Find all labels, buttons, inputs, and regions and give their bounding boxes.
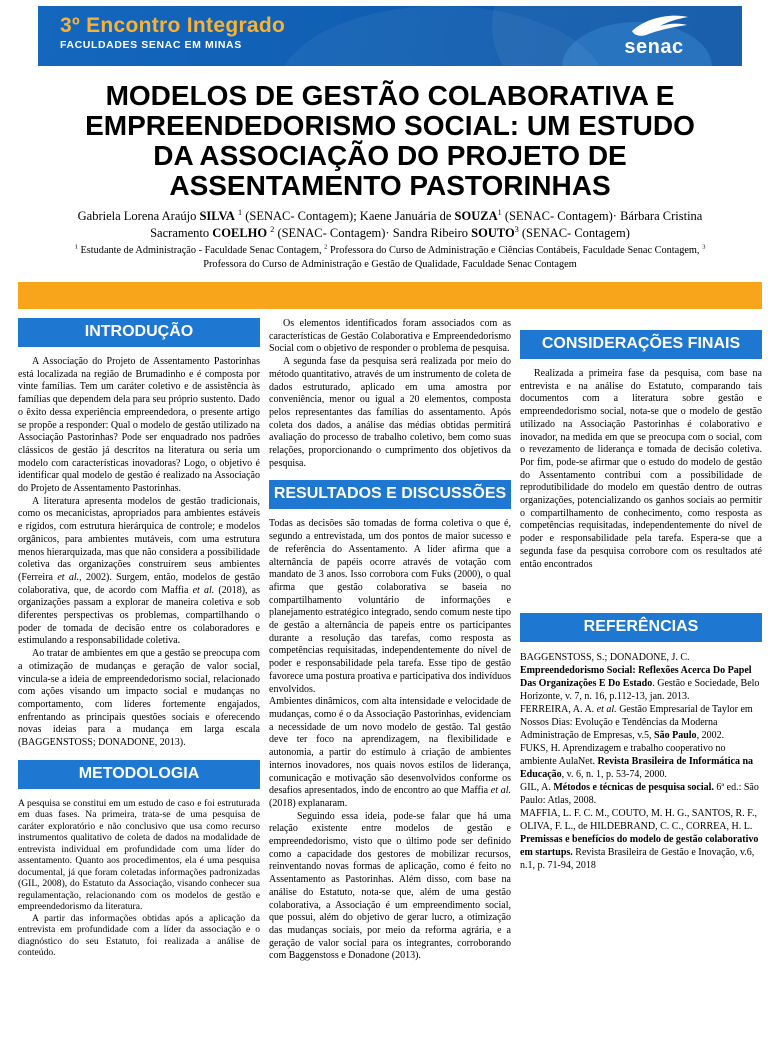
poster-title-line-2: EMPREENDEDORISMO SOCIAL: UM ESTUDO — [85, 110, 695, 141]
column-left — [18, 318, 260, 980]
event-subtitle: FACULDADES SENAC EM MINAS — [60, 39, 242, 51]
orange-divider-bar — [18, 282, 762, 309]
metodologia-paragraph-1: A pesquisa se constitui em um estudo de caso e foi estruturada em duas fases. Na primeira, trata-se de uma pesquisa de caráter exploratório e não conclusivo que usa como recurso instrumentos qualitativo de coleta de dados na modalidade de entrevista individual em profundidade com uma líder do assentamento. Quanto aos procedimentos, ela é uma pesquisa documental, já que foram coletadas informações padronizadas (GIL, 2008), do Estatuto da Associação, visando conhecer sua regulamentação, relacionando com os modelos de gestão e empreendedorismo da literatura. — [18, 797, 260, 913]
section-heading-resultados: RESULTADOS E DISCUSSÕES — [269, 480, 511, 509]
poster-title — [0, 81, 780, 201]
metodologia-paragraph-2: A partir das informações obtidas após a aplicação da entrevista em profundidade com a líder da associação e o diagnóstico do seu Estatuto, foi realizada a análise de conteúdo. — [18, 912, 260, 959]
resultados-paragraph-2: Ambientes dinâmicos, com alta intensidade e velocidade de mudanças, como é o da Associação Pastorinhas, evidenciam a necessidade de um novo modelo de gestão. Tal gestão deve ter foco na aprendizagem, na flexibilidade e autonomia, a partir do estímulo à criação de ambientes internos inovadores, nos quais novos estilos de liderança, comunicação e motivação são desenvolvidos conforme os desafios apresentados, indo de encontro ao que Maffia et al. (2018) explanaram. — [269, 696, 511, 809]
reference-item-3: FUKS, H. Aprendizagem e trabalho cooperativo no ambiente AulaNet. Revista Brasileira de Informática na Educação, v. 6, n. 1, p. 53-74, 2000. — [520, 743, 754, 781]
senac-logo — [608, 13, 700, 64]
section-heading-consideracoes: CONSIDERAÇÕES FINAIS — [520, 330, 762, 359]
introducao-paragraph-3: Ao tratar de ambientes em que a gestão se preocupa com a otimização de mudanças e geração de valor social, vincula-se a ideia de empreendedorismo social, relacionado com ações visando um impacto social e mudanças no comportamento, com líderes fortemente engajados, enfrentando as principais questões sociais e oferecendo novas ideias para a mudança em larga escala (BAGGENSTOSS; DONADONE, 2013). — [18, 648, 260, 749]
column-middle — [269, 318, 511, 980]
resultados-paragraph-3: Seguindo essa ideia, pode-se falar que há uma relação existente entre modelos de gestão e empreendedorismo, visto que o último pode ser definido como a capacidade dos gestores de mobilizar recursos, reinventando novas formas de aplicação, como é feito no Assentamento as Pastorinhas. Além disso, com base na análise do Estatuto, nota-se que, além de uma gestão colaborativa, a Associação é um empreendimento social, que possui, além do objetivo de gerar lucro, a otimização das mudanças sociais, por meio da reforma agrária, e a geração de valor social para os integrantes, corroborando com Baggenstoss e Donadone (2013). — [269, 810, 511, 962]
event-banner — [38, 6, 742, 66]
poster-title-line-1: MODELOS DE GESTÃO COLABORATIVA E — [105, 80, 675, 111]
content-columns — [18, 318, 762, 980]
banner-text-block — [60, 14, 285, 51]
section-heading-referencias: REFERÊNCIAS — [520, 613, 762, 642]
consideracoes-paragraph-1: Realizada a primeira fase da pesquisa, com base na entrevista e na análise do Estatuto, comparando tais documentos com a literatura sobre gestão e empreendedorismo social, nota-se que o modelo de gestão utilizado na Associação Pastorinhas é colaborativo e inovador, na medida em que se preocupa com o social, com o revezamento de liderança e tomada de decisão coletiva. Por fim, pode-se afirmar que o estudo do modelo de gestão do Assentamento contribui com a possibilidade de reprodutibilidade do modelo em questão dentro de outras organizações, potencializando os ganhos sociais ao permitir o compartilhamento de conhecimento, como resposta as competências requisitadas, independentemente do nível de poder e responsabilidade pela tarefa. Espera-se que a segunda fase da pesquisa corrobore com os resultados até então encontrados — [520, 368, 762, 570]
metodologia-continuation-paragraph-2: A segunda fase da pesquisa será realizada por meio do método quantitativo, através de um instrumento de coleta de dados estruturado, aplicado em uma amostra por conveniência, menor ou igual a 20 elementos, composta pelos representantes das famílias do assentamento. Após coleta dos dados, a análise das médias obtidas permitirá avaliação do processo de trabalho coletivo, bem como suas relações, proporcionando o cumprimento dos objetivos da pesquisa. — [269, 356, 511, 469]
authors-line: Gabriela Lorena Araújo SILVA $^1$ (SENAC- Contagem); Kaene Januária de SOUZA$^1$ (SENAC- Contagem)· Bárbara Cristina Sacramento COELHO $^2$ (SENAC- Contagem)· Sandra Ribeiro SOUTO$^3$ (SENAC- Contagem) — [77, 207, 703, 240]
resultados-paragraph-1: Todas as decisões são tomadas de forma coletiva o que é, segundo a entrevistada, um dos pontos de maior sucesso e de referência do Assentamento. A líder afirma que a alternância de papéis ocorre através de votação com mandato de 3 anos. Isso corrobora com Fuks (2000), o qual afirma que gestão colaborativa se baseia no compartilhamento voluntário de informações e planejamento estratégico integrado, sendo comum neste tipo de gestão a alternância de papeis entre os participantes durante a resolução das tarefas, como resposta as competências requisitadas, independentemente do nível de poder e responsabilidade pela tarefa. Esse tipo de gestão favorece uma postura proativa e participativa dos indivíduos envolvidos. — [269, 518, 511, 695]
event-title: 3º Encontro Integrado — [60, 14, 286, 37]
reference-item-5: MAFFIA, L. F. C. M., COUTO, M. H. G., SANTOS, R. F., OLIVA, F. L., de HILDEBRAND, C. C., CORREA, H. L. Premissas e benefícios do modelo de gestão colaborativo em startups. Revista Brasileira de Gestão e Inovação, v.6, n.1, p. 71-94, 2018 — [520, 808, 759, 872]
reference-item-4: GIL, A. Métodos e técnicas de pesquisa social. 6ª ed.: São Paulo: Atlas, 2008. — [520, 782, 759, 807]
metodologia-continuation-paragraph-1: Os elementos identificados foram associados com as características de Gestão Colaborativa e Empreendedorismo Social com o objetivo de responder o problema de pesquisa. — [269, 318, 511, 355]
reference-item-2: FERREIRA, A. A. et al. Gestão Empresarial de Taylor em Nossos Dias: Evolução e Tendências da Moderna Administração de Empresas, v.5, São Paulo, 2002. — [520, 704, 753, 742]
column-right — [520, 318, 762, 980]
poster-title-line-4: ASSENTAMENTO PASTORINHAS — [169, 170, 611, 201]
introducao-paragraph-1: A Associação do Projeto de Assentamento Pastorinhas está localizada na região de Brumadinho e é composta por vinte famílias. Tem um caráter coletivo e de assistência às famílias que dependem dela para seu próprio sustento. Dado o êxito dessa experiência empreendedora, o presente artigo se propõe a responder: Qual o modelo de gestão utilizado na Associação Pastorinhas? Pode ser enquadrado nos padrões clássicos de gestão já descritos na literatura ou seria um modelo com características inovadoras? Logo, o objetivo é identificar qual modelo de gestão é realizado na Associação do Projeto de Assentamento Pastorinhas. — [18, 356, 260, 495]
reference-item-1: BAGGENSTOSS, S.; DONADONE, J. C. Empreendedorismo Social: Reflexões Acerca Do Papel Das Organizações E Do Estado. Gestão e Sociedade, Belo Horizonte, v. 7, n. 16, p.112-13, jan. 2013. — [520, 652, 760, 703]
affiliations-line: $^1$ Estudante de Administração - Faculdade Senac Contagem, $^2$ Professora do Curso de Administração e Ciências Contábeis, Faculdade Senac Contagem, $^3$ Professora do Curso de Administração e Gestão de Qualidade, Faculdade Senac Contagem — [74, 243, 706, 270]
section-heading-introducao: INTRODUÇÃO — [18, 318, 260, 347]
senac-bird-icon — [608, 13, 700, 59]
introducao-paragraph-2: A literatura apresenta modelos de gestão tradicionais, como os mecanicistas, apropriados para ambientes estáveis e rígidos, com estrutura hierárquica de controle; e modelos orgânicos, para ambientes mutáveis, com uma estrutura menos hierarquizada, mas que não considera a possibilidade coletiva das organizações construírem seus ambientes (Ferreira et al., 2002). Surgem, então, modelos de gestão colaborativa, que, de acordo com Maffia et al. (2018), as organizações passam a explorar de maneira coletiva e sob diferentes perspectivas os problemas, compartilhando o poder de tomada de decisão entre os colaboradores e estimulando a responsabilidade coletiva. — [18, 495, 261, 647]
section-heading-metodologia: METODOLOGIA — [18, 760, 260, 789]
senac-logo-text: senac — [624, 36, 684, 58]
poster-title-line-3: DA ASSOCIAÇÃO DO PROJETO DE — [153, 140, 627, 171]
